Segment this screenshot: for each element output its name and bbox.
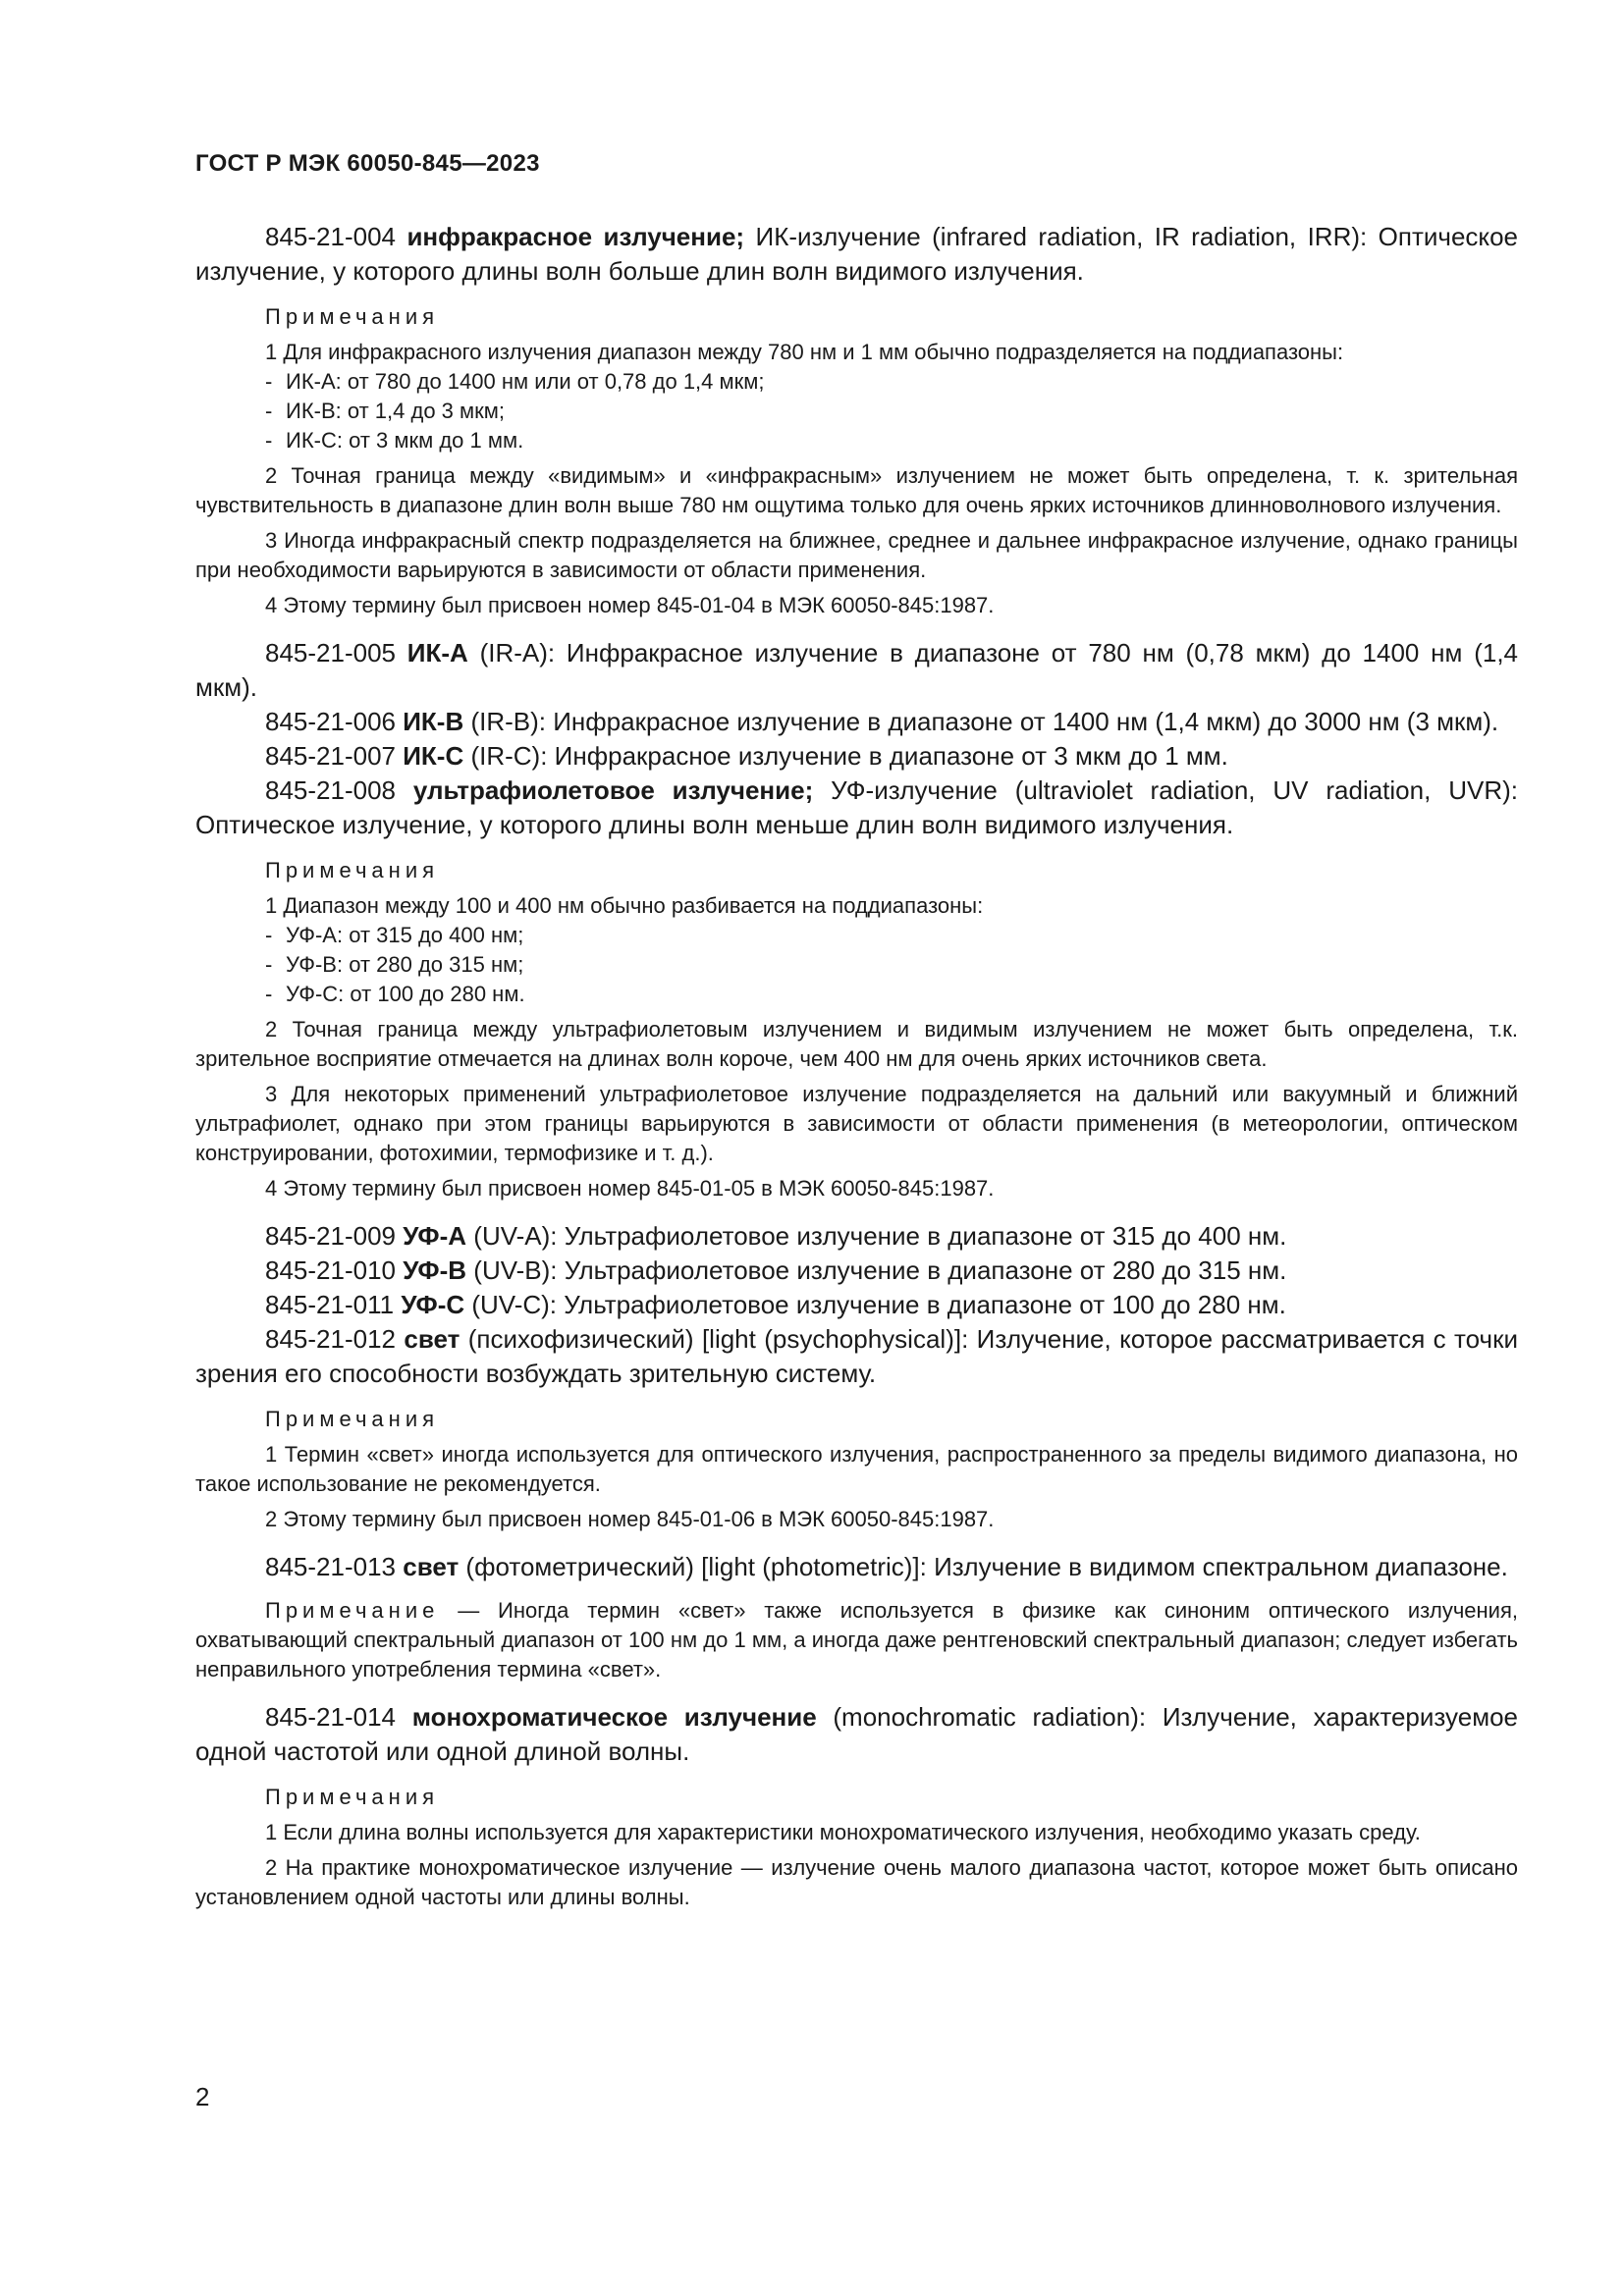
single-note (195, 1596, 1518, 1684)
term-entry-845-21-004 (195, 220, 1518, 289)
list-item: - УФ-В: от 280 до 315 нм; (195, 950, 1518, 980)
term-number: 845-21-009 (265, 1221, 396, 1251)
term-entry-845-21-011 (195, 1288, 1518, 1322)
note-1: 1 Термин «свет» иногда используется для оптического излучения, распространенного за пределы видимого диапазона, но такое использование не рекомендуется. (195, 1442, 1518, 1496)
term-number: 845-21-011 (265, 1290, 395, 1319)
note-3: 3 Для некоторых применений ультрафиолетовое излучение подразделяется на дальний или вакуумный и ближний ультрафиолет, однако при этом границы варьируются в зависимости от области применения (в метеорологии, оптическом конструировании, фотохимии, термофизике и т. д.). (195, 1082, 1518, 1165)
term-name: ИК-В (403, 707, 464, 736)
list-item: - ИК-А: от 780 до 1400 нм или от 0,78 до 1,4 мкм; (195, 367, 1518, 397)
term-entry-845-21-012 (195, 1322, 1518, 1391)
term-definition: (фотометрический) [light (photometric)]: Излучение в видимом спектральном диапазоне. (465, 1552, 1508, 1581)
note-1: 1 Если длина волны используется для характеристики монохроматического излучения, необходимо указать среду. (265, 1820, 1421, 1844)
term-definition: (IR-B): Инфракрасное излучение в диапазоне от 1400 нм (1,4 мкм) до 3000 нм (3 мкм). (470, 707, 1499, 736)
term-definition: УФ-излучение (ultraviolet radiation, UV radiation, UVR): Оптическое излучение, у которого длины волн меньше длин волн видимого излучения. (195, 775, 1518, 839)
note-2: 2 Этому термину был присвоен номер 845-01-06 в МЭК 60050-845:1987. (265, 1507, 995, 1531)
list-item: - УФ-С: от 100 до 280 нм. (195, 980, 1518, 1009)
term-entry-845-21-007 (195, 739, 1518, 774)
term-number: 845-21-007 (265, 741, 396, 771)
term-entry-845-21-008 (195, 774, 1518, 842)
term-definition: (UV-A): Ультрафиолетовое излучение в диапазоне от 315 до 400 нм. (473, 1221, 1287, 1251)
term-name: УФ-А (403, 1221, 467, 1251)
note-4: 4 Этому термину был присвоен номер 845-01-04 в МЭК 60050-845:1987. (265, 593, 995, 617)
term-definition: (monochromatic radiation): Излучение, характеризуемое одной частотой или одной длиной волны. (195, 1702, 1518, 1766)
note-4: 4 Этому термину был присвоен номер 845-01-05 в МЭК 60050-845:1987. (265, 1176, 995, 1201)
note-2: 2 Точная граница между «видимым» и «инфракрасным» излучением не может быть определена, т. к. зрительная чувствительность в диапазоне длин волн выше 780 нм ощутима только для очень ярких источников длинноволнового излучения. (195, 463, 1518, 517)
term-entry-845-21-014 (195, 1700, 1518, 1769)
notes-title: Примечания (265, 858, 440, 882)
term-number: 845-21-008 (265, 775, 396, 805)
term-entry-845-21-013 (195, 1550, 1518, 1584)
notes-title: Примечания (265, 304, 440, 329)
term-entry-845-21-010 (195, 1254, 1518, 1288)
list-item: - ИК-С: от 3 мкм до 1 мм. (195, 426, 1518, 455)
term-number: 845-21-014 (265, 1702, 396, 1732)
term-name: УФ-В (403, 1255, 467, 1285)
term-number: 845-21-006 (265, 707, 396, 736)
term-number: 845-21-010 (265, 1255, 396, 1285)
term-name: ультрафиолетовое излучение; (412, 775, 814, 805)
note-2: 2 Точная граница между ультрафиолетовым излучением и видимым излучением не может быть определена, т.к. зрительное восприятие отмечается на длинах волн короче, чем 400 нм для очень ярких источников света. (195, 1017, 1518, 1071)
term-number: 845-21-012 (265, 1324, 396, 1354)
term-definition: (IR-C): Инфракрасное излучение в диапазоне от 3 мкм до 1 мм. (470, 741, 1228, 771)
term-name: монохроматическое излучение (411, 1702, 817, 1732)
term-name: инфракрасное излучение; (406, 222, 745, 251)
note-2: 2 На практике монохроматическое излучение — излучение очень малого диапазона частот, которое может быть описано установлением одной частоты или длины волны. (195, 1855, 1518, 1909)
term-definition: (IR-A): Инфракрасное излучение в диапазоне от 780 нм (0,78 мкм) до 1400 нм (1,4 мкм). (195, 638, 1518, 702)
term-name: ИК-А (406, 638, 468, 667)
note-label: Примечание (265, 1598, 440, 1623)
term-definition: ИК-излучение (infrared radiation, IR radiation, IRR): Оптическое излучение, у которого длины волн больше длин волн видимого излучения. (195, 222, 1518, 286)
term-name: ИК-С (403, 741, 464, 771)
document-header: ГОСТ Р МЭК 60050-845—2023 (195, 150, 540, 177)
list-item: - ИК-В: от 1,4 до 3 мкм; (195, 397, 1518, 426)
note-3: 3 Иногда инфракрасный спектр подразделяется на ближнее, среднее и дальнее инфракрасное излучение, однако границы при необходимости варьируются в зависимости от области применения. (195, 528, 1518, 582)
note-text: — Иногда термин «свет» также используется в физике как синоним оптического излучения, охватывающий спектральный диапазон от 100 нм до 1 мм, а иногда даже рентгеновский спектральный диапазон; следует избегать неправильного употребления термина «свет». (195, 1598, 1518, 1682)
term-number: 845-21-013 (265, 1552, 396, 1581)
document-body (195, 220, 1518, 1918)
term-number: 845-21-004 (265, 222, 396, 251)
term-name: свет (404, 1324, 460, 1354)
page-number: 2 (195, 2082, 210, 2111)
term-definition: (UV-B): Ультрафиолетовое излучение в диапазоне от 280 до 315 нм. (473, 1255, 1287, 1285)
term-definition: (UV-C): Ультрафиолетовое излучение в диапазоне от 100 до 280 нм. (471, 1290, 1286, 1319)
term-entry-845-21-009 (195, 1219, 1518, 1254)
term-entry-845-21-005 (195, 636, 1518, 705)
term-definition: (психофизический) [light (psychophysical)]: Излучение, которое рассматривается с точки зрения его способности возбуждать зрительную систему. (195, 1324, 1518, 1388)
notes-title: Примечания (265, 1785, 440, 1809)
notes-title: Примечания (265, 1407, 440, 1431)
note-1: 1 Для инфракрасного излучения диапазон между 780 нм и 1 мм обычно подразделяется на поддиапазоны: (265, 340, 1344, 364)
term-name: свет (403, 1552, 460, 1581)
term-entry-845-21-006 (195, 705, 1518, 739)
note-1: 1 Диапазон между 100 и 400 нм обычно разбивается на поддиапазоны: (265, 893, 984, 918)
term-name: УФ-С (401, 1290, 465, 1319)
term-number: 845-21-005 (265, 638, 396, 667)
list-item: - УФ-А: от 315 до 400 нм; (195, 921, 1518, 950)
